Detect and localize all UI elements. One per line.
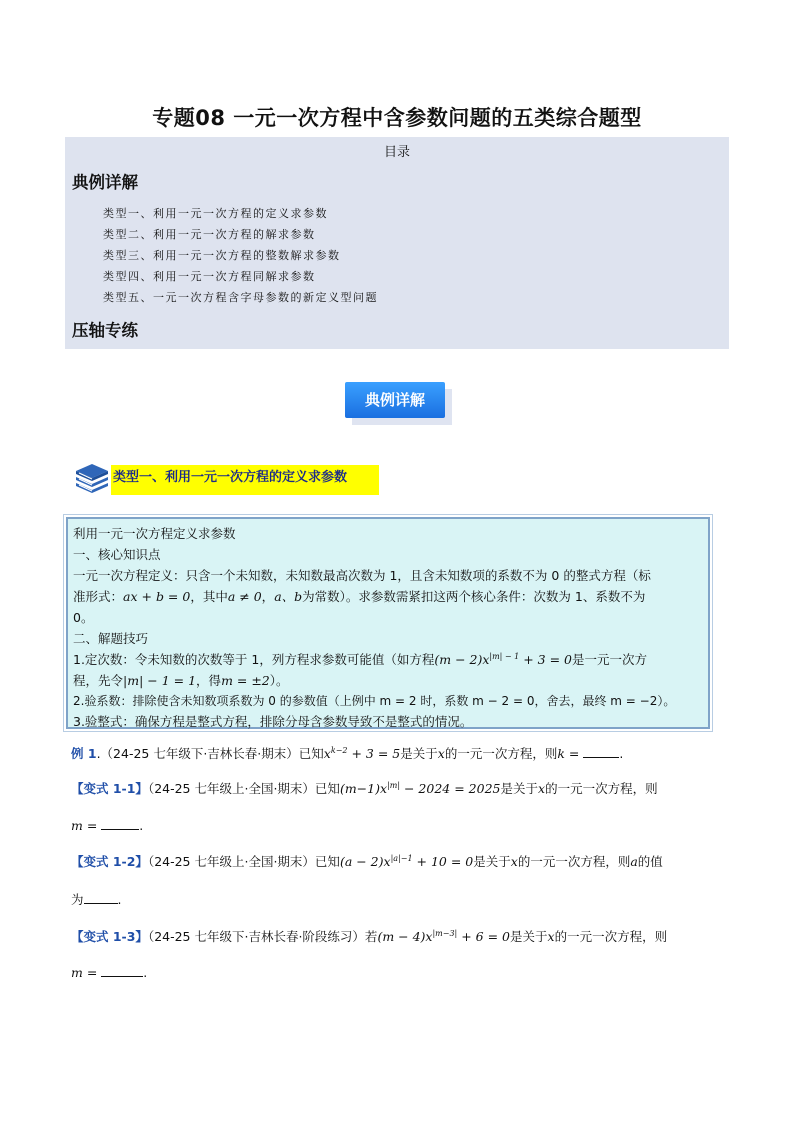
answer-blank[interactable] [84, 891, 118, 904]
knowledge-title: 利用一元一次方程定义求参数 [73, 526, 236, 541]
toc-section-challenge[interactable]: 压轴专练 [72, 321, 138, 340]
math-expression: ax + b = 0 [123, 589, 191, 604]
text: 的值 [637, 854, 663, 869]
math-variable: k [557, 746, 565, 761]
math-expression: |m| − 1 = 1 [123, 673, 197, 688]
text: （24-25 七年级上·全国·期末）已知 [147, 781, 340, 796]
math-variable: a [630, 854, 638, 869]
text: . [619, 746, 624, 761]
text: 的一元一次方程，则 [444, 746, 558, 761]
math-expression: + 3 = 0 [519, 652, 572, 667]
math-expression: a、b [274, 589, 303, 604]
question-variant-1-1 [71, 779, 658, 797]
question-variant-1-1-line-2 [71, 817, 143, 833]
text: .（24-25 七年级下·吉林长春·期末）已知 [96, 746, 324, 761]
question-label: 【变式 1-1】 [71, 781, 148, 796]
question-example-1 [71, 744, 623, 762]
text: . [117, 892, 122, 907]
math-variable: x [538, 781, 546, 796]
technique-2: 2.验系数：排除使含未知数项系数为 0 的参数值（上例中 m = 2 时，系数 m − 2 = 0，舍去，最终 m = −2）。 [73, 694, 676, 708]
question-label: 【变式 1-3】 [71, 929, 148, 944]
math-expression: − 2024 = 2025 [400, 781, 501, 796]
math-expression: m = [71, 818, 102, 833]
question-variant-1-3-line-2 [71, 964, 147, 980]
math-exponent: k−2 [330, 745, 348, 755]
text: （24-25 七年级下·吉林长春·阶段练习）若 [147, 929, 378, 944]
toc-item-2[interactable]: 类型二、利用一元一次方程的解求参数 [103, 228, 316, 241]
text: 1.定次数：令未知数的次数等于 1，列方程求参数可能值（如方程 [73, 652, 435, 667]
answer-blank[interactable] [101, 964, 143, 977]
text: 是关于 [473, 854, 511, 869]
books-stack-icon [72, 462, 112, 496]
page-title: 专题08 一元一次方程中含参数问题的五类综合题型 [152, 106, 642, 130]
math-variable: x [510, 854, 518, 869]
math-exponent: |a|−1 [390, 853, 413, 863]
question-label: 例 1 [71, 746, 97, 761]
text: 是关于 [500, 781, 538, 796]
math-expression: (m−1)x [339, 781, 388, 796]
math-expression: a ≠ 0 [227, 589, 262, 604]
math-expression: m = ±2 [221, 673, 270, 688]
math-expression: + 10 = 0 [412, 854, 474, 869]
text: 是一元一次方 [572, 652, 648, 667]
technique-1-line-1 [73, 650, 647, 668]
math-exponent: |m−3| [432, 928, 458, 938]
knowledge-text: 0。 [73, 610, 94, 625]
question-variant-1-3 [71, 927, 667, 945]
table-of-contents [65, 137, 729, 349]
text: . [143, 965, 148, 980]
math-expression: m = [71, 965, 102, 980]
math-variable: x [437, 746, 445, 761]
math-expression: x [323, 746, 331, 761]
question-variant-1-2-line-2 [71, 890, 122, 908]
text: 的一元一次方程，则 [554, 929, 668, 944]
text: （24-25 七年级上·全国·期末）已知 [147, 854, 340, 869]
question-variant-1-2 [71, 852, 663, 870]
text: 准形式： [73, 589, 124, 604]
technique-1-line-2 [73, 671, 289, 689]
math-exponent: |m| [387, 780, 401, 790]
knowledge-text [73, 587, 645, 605]
text: ）。 [269, 673, 289, 688]
math-expression: (m − 2)x [434, 652, 490, 667]
toc-item-1[interactable]: 类型一、利用一元一次方程的定义求参数 [103, 207, 328, 220]
text: 程，先令 [73, 673, 124, 688]
math-expression: (m − 4)x [377, 929, 433, 944]
math-expression: + 6 = 0 [457, 929, 510, 944]
text: 是关于 [400, 746, 438, 761]
text: 的一元一次方程，则 [517, 854, 631, 869]
knowledge-text: 一元一次方程定义：只含一个未知数，未知数最高次数为 1，且含未知数项的系数不为 0 的整式方程（标 [73, 568, 651, 583]
banner-label: 典例详解 [345, 382, 445, 418]
section-banner [345, 382, 453, 426]
text: = [564, 746, 584, 761]
type1-heading: 类型一、利用一元一次方程的定义求参数 [111, 465, 379, 495]
text: 为常数）。求参数需紧扣这两个核心条件：次数为 1、系数不为 [302, 589, 646, 604]
knowledge-heading-1: 一、核心知识点 [73, 547, 161, 562]
toc-item-4[interactable]: 类型四、利用一元一次方程同解求参数 [103, 270, 316, 283]
text: ，其中 [190, 589, 228, 604]
technique-3: 3.验整式：确保方程是整式方程，排除分母含参数导致不是整式的情况。 [73, 714, 473, 729]
math-expression: (a − 2)x [339, 854, 391, 869]
text: ，得 [196, 673, 222, 688]
text: ， [261, 589, 275, 604]
knowledge-heading-2: 二、解题技巧 [73, 631, 149, 646]
text: 的一元一次方程，则 [545, 781, 658, 796]
math-variable: x [547, 929, 555, 944]
toc-section-examples[interactable]: 典例详解 [72, 173, 138, 192]
answer-blank[interactable] [101, 817, 139, 830]
knowledge-box [66, 517, 710, 729]
answer-blank[interactable] [583, 745, 619, 758]
text: . [139, 818, 144, 833]
question-label: 【变式 1-2】 [71, 854, 148, 869]
text: 为 [71, 892, 84, 907]
math-expression: + 3 = 5 [347, 746, 401, 761]
toc-heading: 目录 [383, 145, 410, 160]
text: 是关于 [510, 929, 548, 944]
math-exponent: |m| − 1 [489, 651, 520, 661]
toc-item-5[interactable]: 类型五、一元一次方程含字母参数的新定义型问题 [103, 291, 378, 304]
toc-item-3[interactable]: 类型三、利用一元一次方程的整数解求参数 [103, 249, 341, 262]
